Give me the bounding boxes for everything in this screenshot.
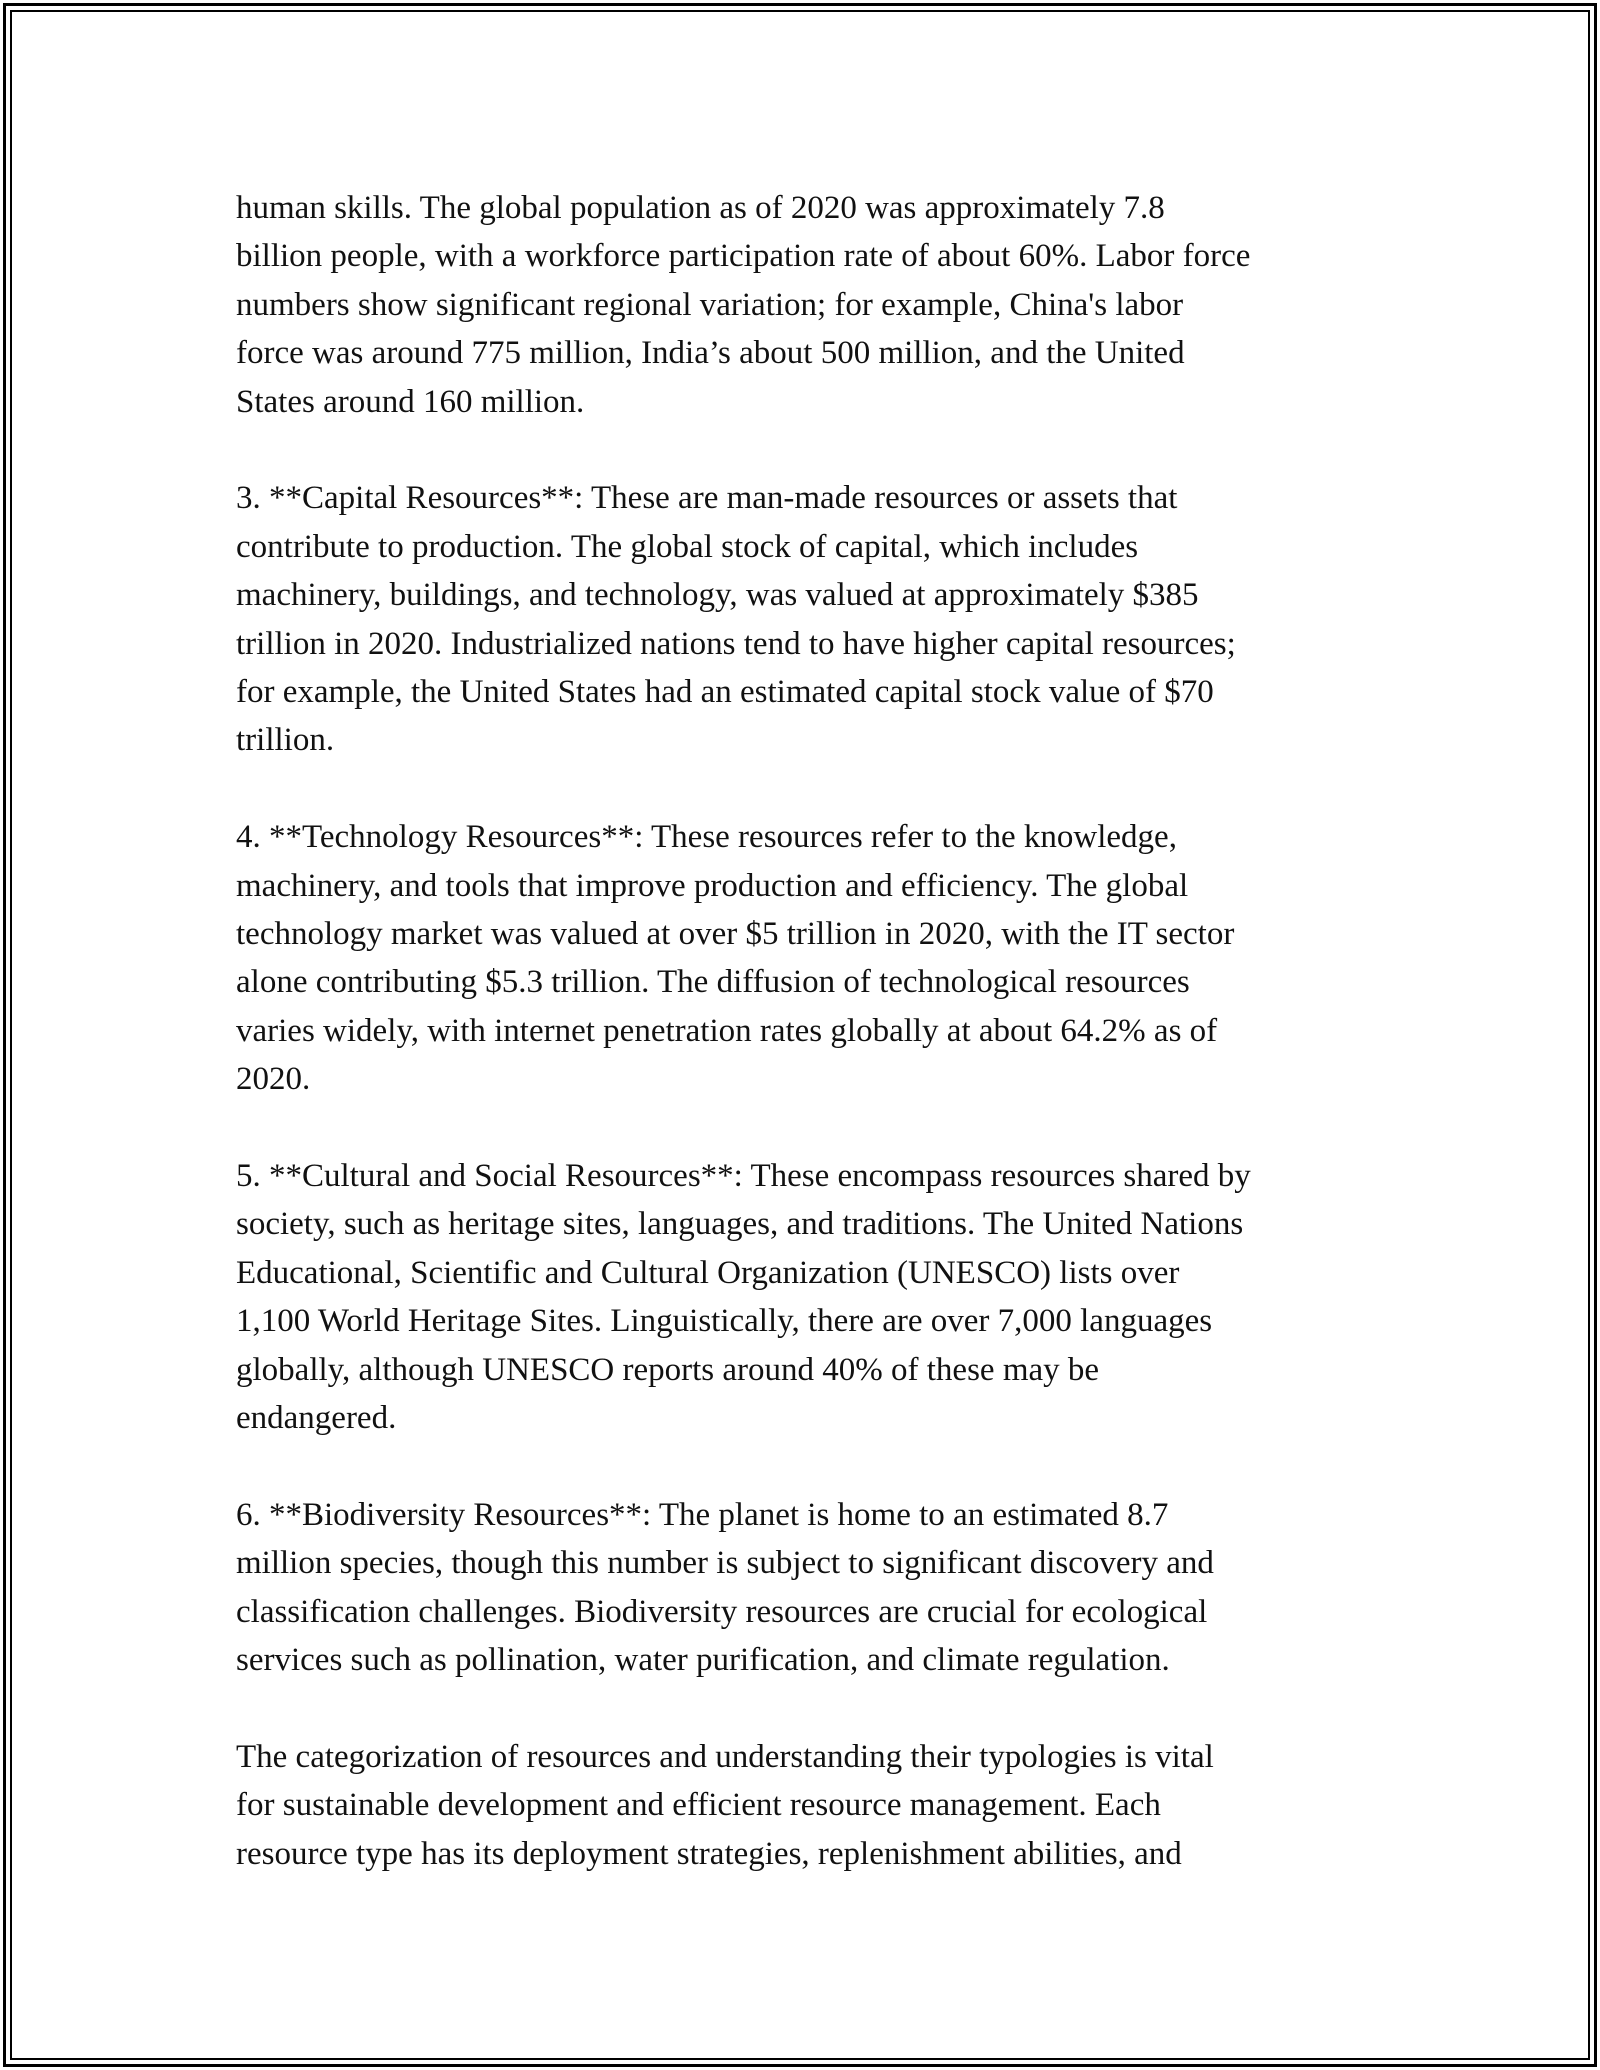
paragraph-biodiversity-resources: 6. **Biodiversity Resources**: The planet is home to an estimated 8.7 million species, though this number is subject to significant discovery and classification challenges. Biodiversity resources are crucial for ecological services such as pollination, water purification, and climate regulation. xyxy=(236,1496,1214,1679)
paragraph-technology-resources: 4. **Technology Resources**: These resources refer to the knowledge, machinery, and tools that improve production and efficiency. The global technology market was valued at over $5 trillion in 2020, with the IT sector alone contributing $5.3 trillion. The diffusion of technological resources varies widely, with internet penetration rates globally at about 64.2% as of 2020. xyxy=(236,819,1235,1098)
document-body xyxy=(236,184,1386,1878)
paragraph-cultural-social-resources: 5. **Cultural and Social Resources**: These encompass resources shared by society, such as heritage sites, languages, and traditions. The United Nations Educational, Scientific and Cultural Organization (UNESCO) lists over 1,100 World Heritage Sites. Linguistically, there are over 7,000 languages globally, although UNESCO reports around 40% of these may be endangered. xyxy=(236,1158,1251,1437)
paragraph-capital-resources: 3. **Capital Resources**: These are man-made resources or assets that contribute to production. The global stock of capital, which includes machinery, buildings, and technology, was valued at approximately $385 trillion in 2020. Industrialized nations tend to have higher capital resources; for example, the United States had an estimated capital stock value of $70 trillion. xyxy=(236,480,1236,759)
paragraph-human-resources-continued: human skills. The global population as of 2020 was approximately 7.8 billion people, with a workforce participation rate of about 60%. Labor force numbers show significant regional variation; for example, China's labor force was around 775 million, India’s about 500 million, and the United States around 160 million. xyxy=(236,190,1251,420)
paragraph-conclusion: The categorization of resources and understanding their typologies is vital for sustainable development and efficient resource management. Each resource type has its deployment strategies, replenishment abilities, and xyxy=(236,1738,1214,1872)
